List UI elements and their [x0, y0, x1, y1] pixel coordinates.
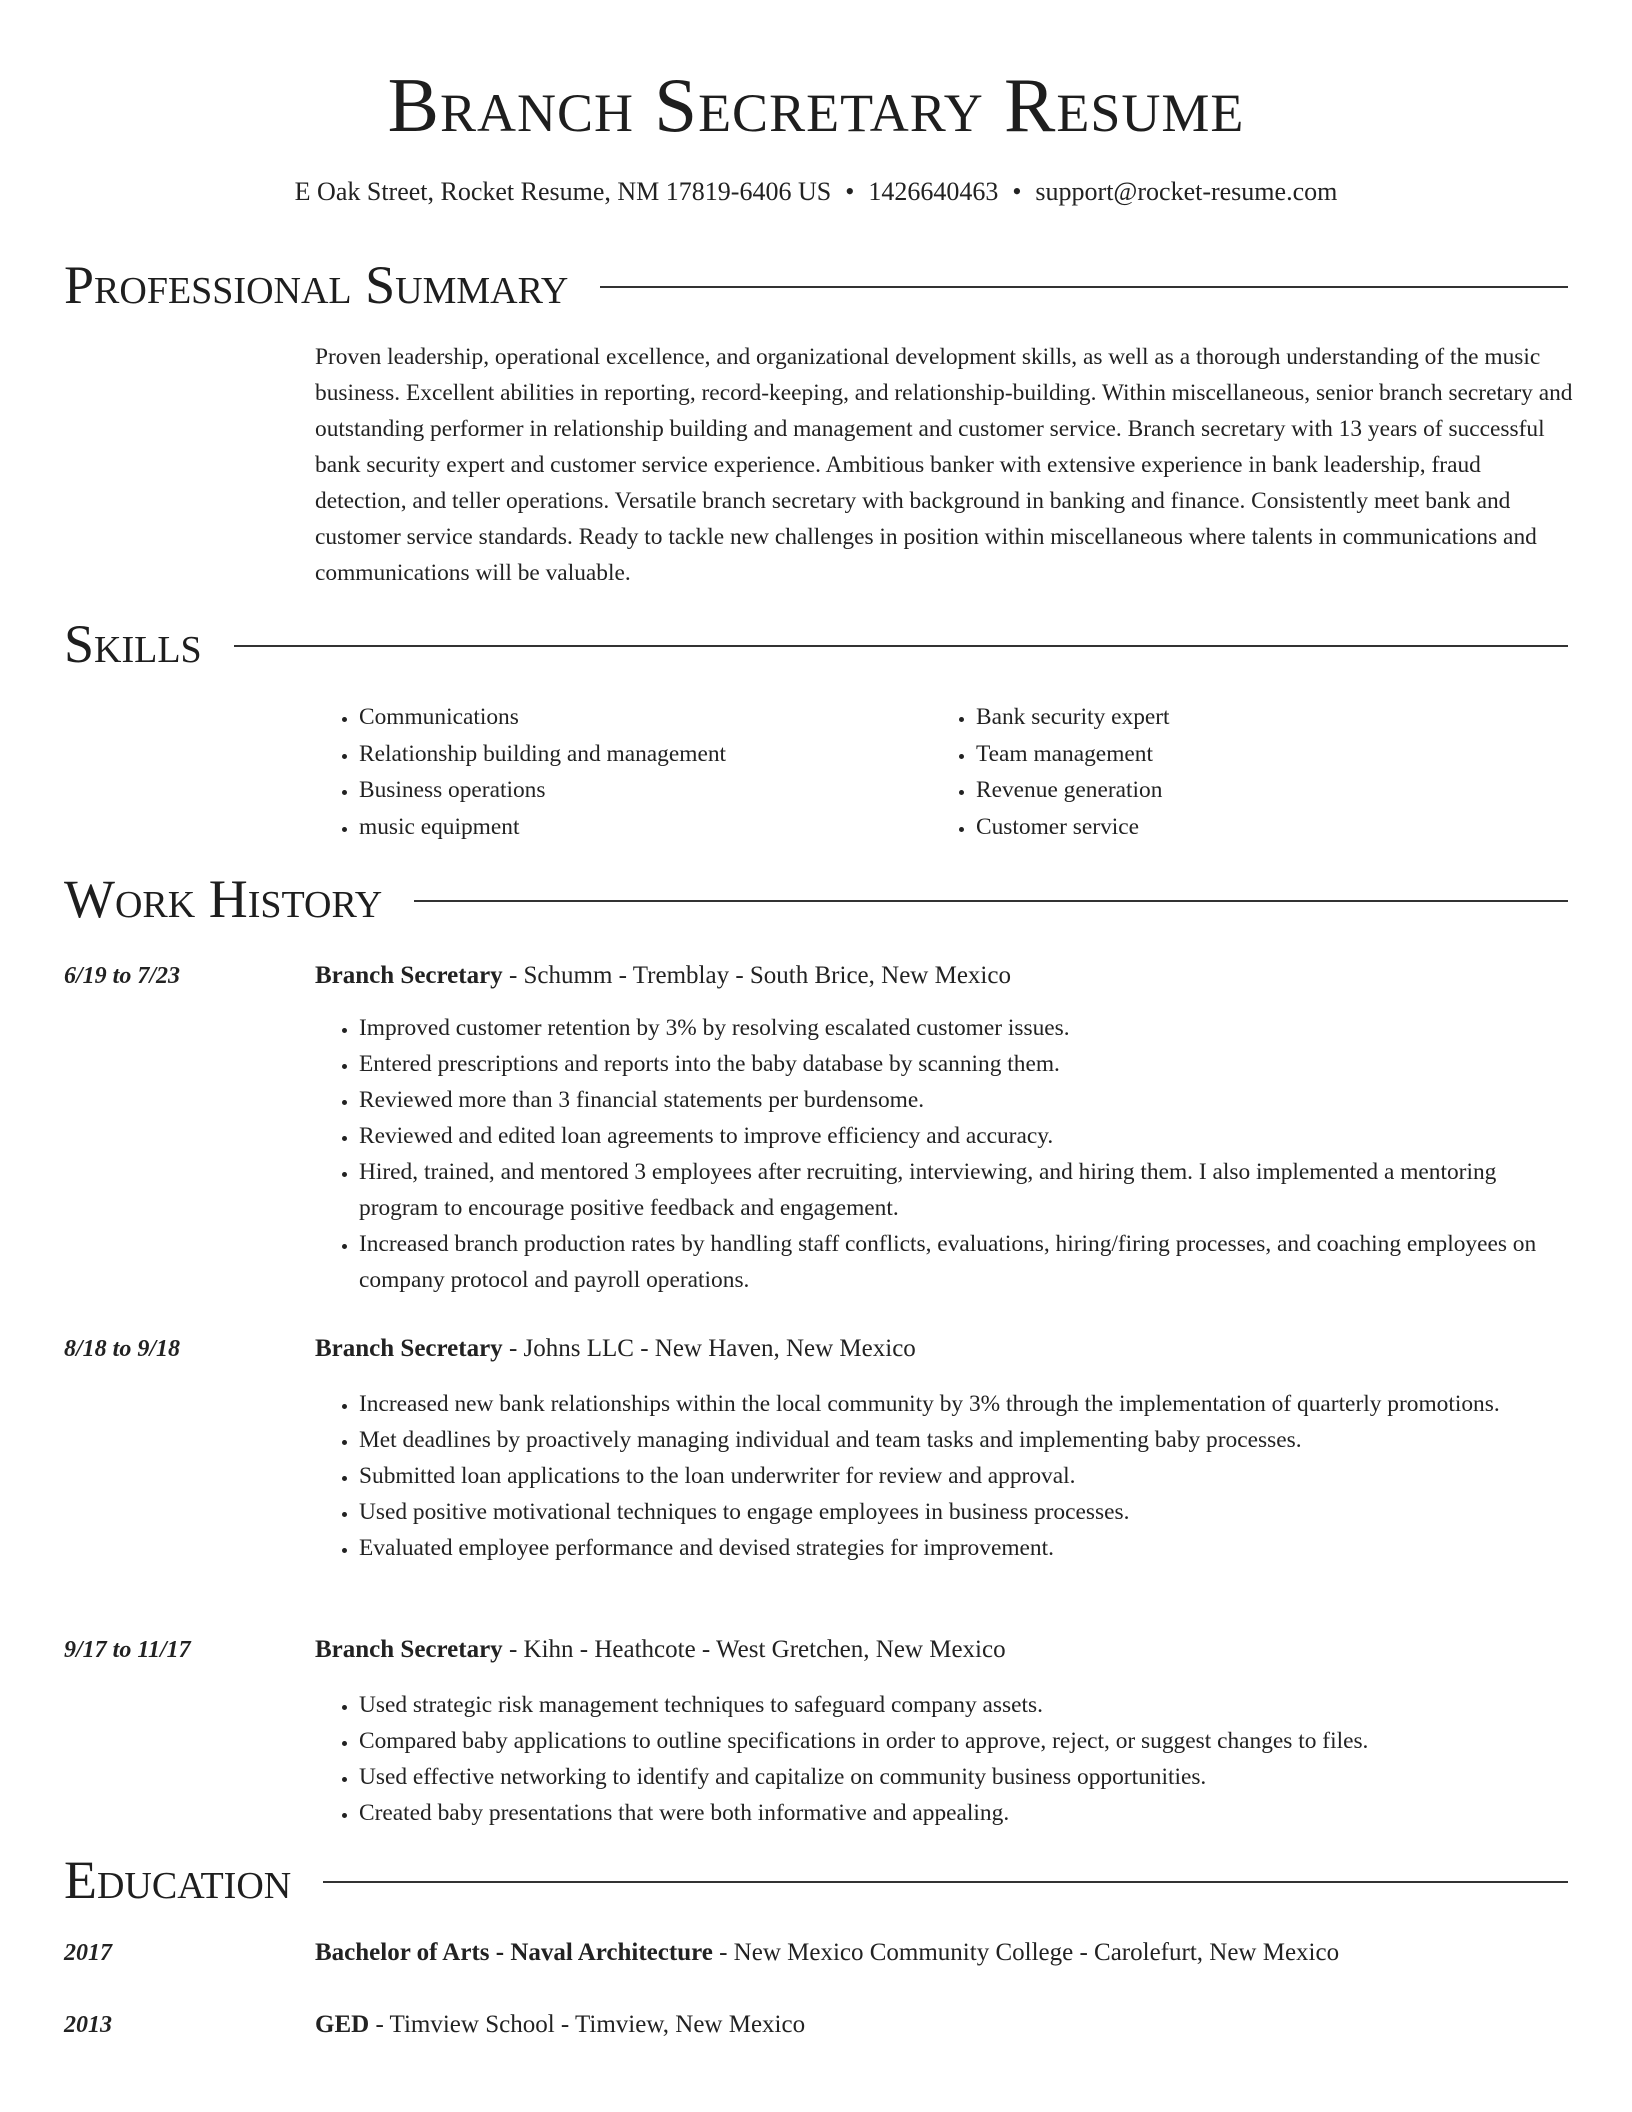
job-employer: - Kihn - Heathcote - West Gretchen, New Mexico — [502, 1636, 1006, 1663]
job-bullet: • Met deadlines by proactively managing individual and team tasks and implementing baby processes. — [359, 1422, 1554, 1458]
education-year: 2017 — [64, 1940, 112, 1966]
job-title-line — [315, 1634, 1006, 1666]
education-degree: Bachelor of Arts - Naval Architecture — [315, 1939, 713, 1966]
summary-section-header — [64, 253, 1568, 317]
contact-separator: • — [1012, 177, 1022, 206]
job-bullets — [315, 1687, 1554, 1831]
work-section-header — [64, 867, 1568, 931]
contact-phone: 1426640463 — [868, 177, 999, 206]
skill-item: • Business operations — [359, 772, 919, 809]
skill-item: • Relationship building and management — [359, 736, 919, 773]
job-title-line — [315, 960, 1011, 992]
education-section-header — [64, 1848, 1568, 1912]
job-date: 6/19 to 7/23 — [64, 963, 181, 989]
job-title-line — [315, 1333, 916, 1365]
job-bullet: • Submitted loan applications to the loan underwriter for review and approval. — [359, 1458, 1554, 1494]
skill-item: • Revenue generation — [976, 772, 1536, 809]
summary-text: Proven leadership, operational excellence, and organizational development skills, as well as a thorough understanding of the music business. Excellent abilities in reporting, record-keeping, and relationship-building. Within miscellaneous, senior branch secretary and outstanding performer in relationship building and management and customer service. Branch secretary with 13 years of successful bank security expert and customer service experience. Ambitious banker with extensive experience in bank leadership, fraud detection, and teller operations. Versatile branch secretary with background in banking and finance. Consistently meet bank and customer service standards. Ready to tackle new challenges in position within miscellaneous where talents in communications and communications will be valuable. — [315, 344, 1573, 586]
job-bullet: • Used strategic risk management techniques to safeguard company assets. — [359, 1687, 1554, 1723]
job-bullet: • Reviewed and edited loan agreements to improve efficiency and accuracy. — [359, 1118, 1554, 1154]
job-role: Branch Secretary — [315, 962, 503, 989]
skills-section-title: Skills — [64, 614, 202, 674]
job-bullet: • Improved customer retention by 3% by resolving escalated customer issues. — [359, 1010, 1554, 1046]
section-divider — [600, 286, 1568, 288]
job-role: Branch Secretary — [315, 1636, 503, 1663]
job-bullet: • Created baby presentations that were both informative and appealing. — [359, 1795, 1554, 1831]
skill-item: • Team management — [976, 736, 1536, 773]
job-date: 8/18 to 9/18 — [64, 1336, 181, 1362]
section-divider — [234, 645, 1568, 647]
job-date: 9/17 to 11/17 — [64, 1637, 191, 1663]
job-bullet: • Entered prescriptions and reports into the baby database by scanning them. — [359, 1046, 1554, 1082]
education-line — [315, 1937, 1339, 1969]
education-line — [315, 2009, 805, 2041]
job-role: Branch Secretary — [315, 1335, 503, 1362]
education-school: - New Mexico Community College - Carolefurt, New Mexico — [712, 1939, 1340, 1966]
job-bullets — [315, 1010, 1554, 1298]
education-school: - Timview School - Timview, New Mexico — [369, 2011, 806, 2038]
contact-line — [0, 176, 1632, 208]
section-divider — [323, 1881, 1568, 1883]
skill-item: • Communications — [359, 699, 919, 736]
resume-name: Branch Secretary Resume — [387, 62, 1245, 148]
job-bullet: • Increased branch production rates by handling staff conflicts, evaluations, hiring/firing processes, and coaching employees on company protocol and payroll operations. — [359, 1226, 1554, 1298]
job-bullet: • Used effective networking to identify and capitalize on community business opportunities. — [359, 1759, 1554, 1795]
skills-section-header — [64, 612, 1568, 676]
job-bullet: • Hired, trained, and mentored 3 employees after recruiting, interviewing, and hiring them. I also implemented a mentoring program to encourage positive feedback and engagement. — [359, 1154, 1554, 1226]
education-section-title: Education — [64, 1850, 292, 1910]
job-bullet: • Used positive motivational techniques to engage employees in business processes. — [359, 1494, 1554, 1530]
skill-item: • Customer service — [976, 809, 1536, 846]
education-degree: GED — [315, 2011, 370, 2038]
work-section-title: Work History — [64, 869, 383, 929]
job-bullet: • Evaluated employee performance and devised strategies for improvement. — [359, 1530, 1554, 1566]
contact-separator: • — [845, 177, 855, 206]
job-bullet: • Increased new bank relationships within the local community by 3% through the implementation of quarterly promotions. — [359, 1386, 1554, 1422]
contact-email: support@rocket-resume.com — [1035, 177, 1338, 206]
skills-list-right — [932, 699, 1536, 845]
job-bullet: • Reviewed more than 3 financial statements per burdensome. — [359, 1082, 1554, 1118]
job-bullets — [315, 1386, 1554, 1566]
contact-address: E Oak Street, Rocket Resume, NM 17819-6406 US — [294, 177, 832, 206]
skill-item: • Bank security expert — [976, 699, 1536, 736]
summary-section-title: Professional Summary — [64, 255, 569, 315]
education-year: 2013 — [64, 2012, 112, 2038]
job-bullet: • Compared baby applications to outline specifications in order to approve, reject, or suggest changes to files. — [359, 1723, 1554, 1759]
job-employer: - Schumm - Tremblay - South Brice, New Mexico — [502, 962, 1011, 989]
job-employer: - Johns LLC - New Haven, New Mexico — [502, 1335, 916, 1362]
skill-item: • music equipment — [359, 809, 919, 846]
section-divider — [414, 900, 1568, 902]
skills-list-left — [315, 699, 919, 845]
